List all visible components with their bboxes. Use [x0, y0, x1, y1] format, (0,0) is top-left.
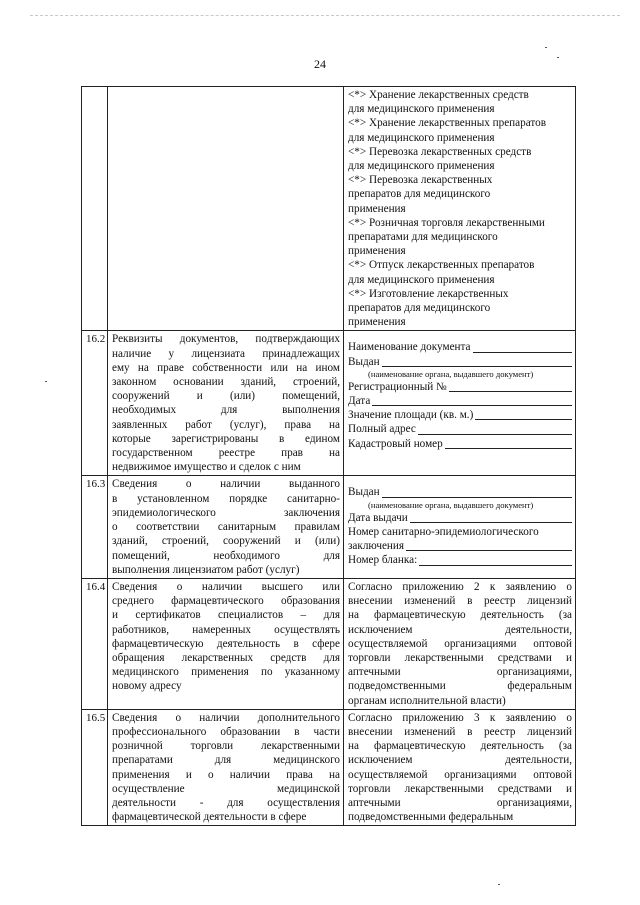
table-row	[82, 476, 576, 578]
form-field	[348, 485, 572, 499]
top-dashed-rule	[30, 15, 620, 16]
description-line: Реквизиты документов, подтверждающих	[112, 333, 340, 346]
value-line: <*> Хранение лекарственных средств	[348, 89, 529, 101]
table-row	[82, 709, 576, 826]
value-line: аптечными организациями,	[348, 666, 572, 679]
field-caption: (наименование органа, выдавшего документ)	[368, 368, 534, 379]
description-line: осуществление медицинской	[112, 782, 340, 795]
field-blank-line	[382, 486, 572, 498]
row-number: 16.4	[82, 578, 108, 709]
value-line: препаратами для медицинского	[348, 231, 498, 244]
row-number: 16.5	[82, 709, 108, 826]
description-line: Сведения о наличии дополнительного	[112, 711, 340, 724]
value-line: <*> Перевозка лекарственных средств	[348, 145, 532, 158]
scan-speck	[557, 57, 559, 58]
field-label: Дата выдачи	[348, 511, 408, 524]
form-field	[348, 355, 572, 369]
form-field	[348, 525, 572, 539]
row-description	[108, 331, 344, 476]
form-field	[348, 553, 572, 567]
value-line: <*> Перевозка лекарственных	[348, 174, 493, 187]
form-field	[348, 422, 572, 436]
value-line: осуществляемой организациями оптовой	[348, 768, 572, 781]
field-label: Дата	[348, 395, 371, 408]
value-line: для медицинского применения	[348, 273, 495, 286]
description-line: применения и о наличии права на	[112, 768, 340, 781]
description-line: выполнения лицензиатом работ (услуг)	[112, 563, 300, 576]
description-line: эпидемиологического заключения	[112, 506, 340, 519]
row-description	[108, 709, 344, 826]
description-line: зданий, строений, сооружений и (или)	[112, 535, 340, 548]
description-line: в установленном порядке санитарно-	[112, 492, 340, 505]
value-line: подведомственными федеральным	[348, 811, 514, 824]
description-line: обращения лекарственных средств для	[112, 651, 340, 664]
row-number	[82, 87, 108, 331]
value-line: <*> Хранение лекарственных препаратов	[348, 117, 547, 130]
description-line: деятельности - для осуществления	[112, 796, 340, 809]
field-blank-line	[372, 394, 572, 406]
requisites-table	[81, 86, 576, 826]
description-line: розничной торговли лекарственными	[112, 740, 340, 753]
field-label: Кадастровый номер	[348, 437, 443, 450]
description-line: профессионального образовании в части	[112, 725, 340, 738]
description-line: работников, намеренных осуществлять	[112, 623, 340, 636]
description-line: среднего фармацевтического образования	[112, 595, 340, 608]
value-line: препаратов для медицинского	[348, 302, 491, 315]
row-description	[108, 578, 344, 709]
value-line: торговли лекарственными средствами и	[348, 782, 572, 795]
description-line: законном основании зданий, строений,	[112, 376, 340, 389]
value-line: на фармацевтическую деятельность (за	[348, 609, 572, 622]
description-line: фармацевтической деятельности в сфере	[112, 811, 307, 824]
row-number: 16.3	[82, 476, 108, 578]
field-blank-line	[449, 380, 572, 392]
field-spacer	[348, 332, 572, 340]
row-value	[344, 331, 576, 476]
field-label: заключения	[348, 540, 405, 553]
value-line: для медицинского применения	[348, 160, 495, 173]
value-line: применения	[348, 316, 406, 329]
value-line: осуществляемой организациями оптовой	[348, 637, 572, 650]
description-line: помещений, необходимого для	[112, 549, 340, 562]
value-line: для медицинского применения	[348, 131, 495, 144]
table-row	[82, 331, 576, 476]
row-value	[344, 578, 576, 709]
value-line: применения	[348, 245, 406, 258]
field-blank-line	[410, 511, 572, 523]
field-label: Номер санитарно-эпидемиологического	[348, 525, 539, 538]
description-line: фармацевтическую деятельность в сфере	[112, 637, 340, 650]
form-field	[348, 340, 572, 354]
value-line: аптечными организациями,	[348, 796, 572, 809]
description-line: ему на праве собственности или на ином	[112, 361, 340, 374]
field-spacer	[348, 477, 572, 485]
description-line: заявленных работ (услуг), права на	[112, 418, 340, 431]
form-field	[348, 539, 572, 553]
value-line: применения	[348, 202, 406, 215]
form-field	[348, 380, 572, 394]
value-line: подведомственными федеральным	[348, 680, 572, 693]
value-line: внесении изменений в реестр лицензий	[348, 595, 572, 608]
row-value	[344, 87, 576, 331]
description-line: недвижимое имущество и сделок с ним	[112, 461, 301, 474]
value-line: внесении изменений в реестр лицензий	[348, 725, 572, 738]
value-line: органам исполнительной власти)	[348, 694, 506, 707]
value-line: на фармацевтическую деятельность (за	[348, 740, 572, 753]
field-blank-line	[419, 554, 572, 566]
row-number: 16.2	[82, 331, 108, 476]
description-line: которые зарегистрированы в едином	[112, 432, 340, 445]
field-label: Выдан	[348, 355, 380, 368]
value-line: исключением деятельности,	[348, 754, 572, 767]
field-label: Номер бланка:	[348, 554, 418, 567]
description-line: сооружений и (или) помещений,	[112, 390, 340, 403]
field-label: Наименование документа	[348, 341, 471, 354]
scan-speck	[45, 381, 47, 382]
field-blank-line	[382, 355, 572, 367]
value-line: <*> Изготовление лекарственных	[348, 287, 509, 300]
row-description	[108, 87, 344, 331]
form-field	[348, 511, 572, 525]
table-row	[82, 578, 576, 709]
field-label: Выдан	[348, 486, 380, 499]
page-number: 24	[314, 57, 326, 71]
value-line: исключением деятельности,	[348, 623, 572, 636]
field-label: Значение площади (кв. м.)	[348, 409, 474, 422]
table-row	[82, 87, 576, 331]
field-blank-line	[406, 539, 572, 551]
value-line: для медицинского применения	[348, 103, 495, 116]
table-body	[82, 87, 576, 826]
description-line: наличие у лицензиата принадлежащих	[112, 347, 340, 360]
form-field	[348, 437, 572, 451]
value-line: Согласно приложению 3 к заявлению о	[348, 711, 572, 724]
scan-speck	[498, 884, 500, 885]
value-line: препаратов для медицинского	[348, 188, 491, 201]
row-value	[344, 709, 576, 826]
description-line: Сведения о наличии высшего или	[112, 580, 340, 593]
value-line: Согласно приложению 2 к заявлению о	[348, 580, 572, 593]
description-line: государственном реестре прав на	[112, 447, 340, 460]
description-line: новому адресу	[112, 680, 182, 693]
row-description	[108, 476, 344, 578]
description-line: медицинского применения по указанному	[112, 666, 340, 679]
field-label: Полный адрес	[348, 423, 416, 436]
field-blank-line	[418, 423, 572, 435]
scan-speck	[545, 47, 547, 48]
row-value	[344, 476, 576, 578]
field-caption: (наименование органа, выдавшего документ)	[368, 499, 534, 510]
value-line: <*> Розничная торговля лекарственными	[348, 216, 545, 229]
field-label: Регистрационный №	[348, 380, 447, 393]
description-line: препаратами для медицинского	[112, 754, 340, 767]
value-line: <*> Отпуск лекарственных препаратов	[348, 259, 535, 272]
field-blank-line	[473, 341, 572, 353]
description-line: Сведения о наличии выданного	[112, 478, 340, 491]
value-line: торговли лекарственными средствами и	[348, 651, 572, 664]
form-field	[348, 408, 572, 422]
description-line: необходимых для выполнения	[112, 404, 340, 417]
field-blank-line	[445, 437, 572, 449]
description-line: и сертификатов специалистов – для	[112, 609, 340, 622]
form-field	[348, 394, 572, 408]
description-line: о соответствии санитарным правилам	[112, 521, 340, 534]
field-blank-line	[475, 408, 572, 420]
